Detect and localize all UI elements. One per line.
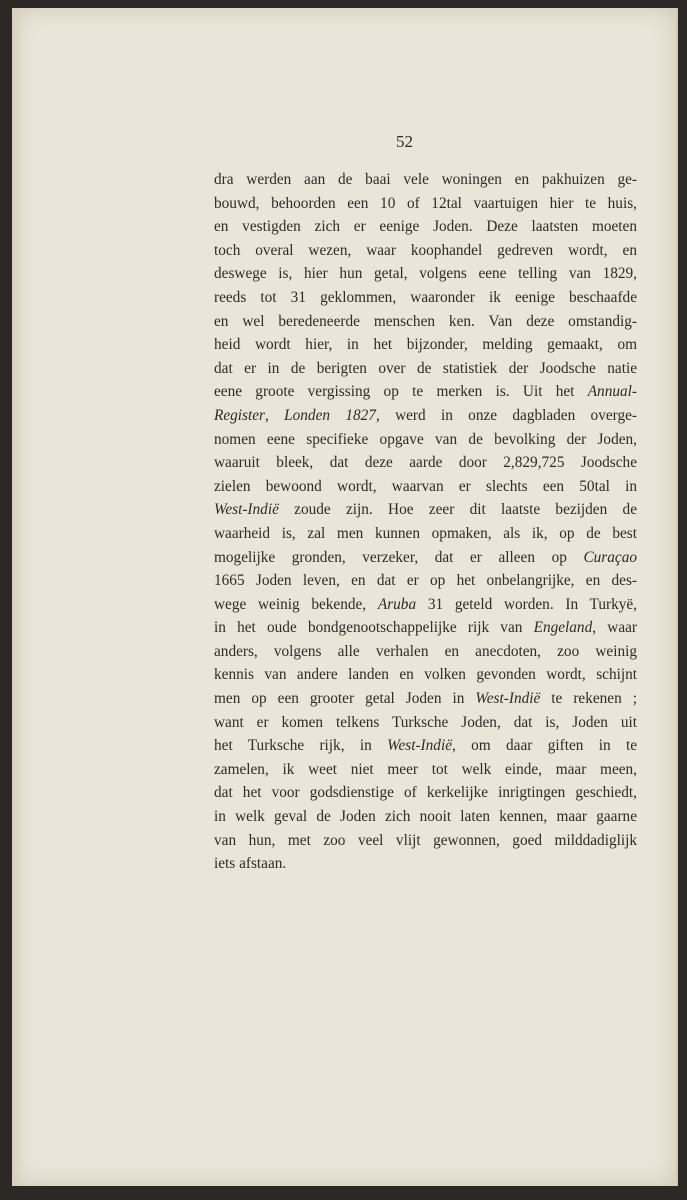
text-segment: heid wordt hier, in het bijzonder, melding gemaakt, om <box>214 336 637 354</box>
text-line <box>214 333 637 357</box>
text-segment: waaruit bleek, dat deze aarde door 2,829,725 Joodsche <box>214 454 637 472</box>
italic-text-segment: West-Indië <box>475 690 541 708</box>
text-line <box>214 687 637 711</box>
text-line <box>214 781 637 805</box>
text-segment: reeds tot 31 geklommen, waaronder ik eenige beschaafde <box>214 288 637 306</box>
text-segment: zamelen, ik weet niet meer tot welk einde, maar meen, <box>214 760 637 778</box>
text-line <box>214 616 637 640</box>
paper-page <box>12 8 678 1186</box>
body-text <box>214 168 637 876</box>
text-line <box>214 404 637 428</box>
text-line <box>214 546 637 570</box>
text-segment: , <box>264 406 285 424</box>
text-line <box>214 569 637 593</box>
text-line <box>214 428 637 452</box>
text-segment: 31 geteld worden. In Turkyë, <box>416 595 638 613</box>
page-edge <box>12 8 22 1186</box>
text-segment: in het oude bondgenootschappelijke rijk van <box>214 619 534 637</box>
text-segment: , werd in onze dagbladen overge- <box>375 406 637 424</box>
italic-text-segment: Engeland <box>533 619 593 637</box>
text-segment: kennis van andere landen en volken gevonden wordt, schijnt <box>214 666 637 684</box>
text-segment: mogelijke gronden, verzeker, dat er alleen op <box>214 548 584 566</box>
italic-text-segment: Aruba <box>377 595 417 613</box>
text-segment: van hun, met zoo veel vlijt gewonnen, goed milddadiglijk <box>214 831 637 849</box>
text-segment: bouwd, behoorden een 10 of 12tal vaartuigen hier te huis, <box>214 194 637 212</box>
text-line <box>214 711 637 735</box>
text-segment: te rekenen ; <box>540 690 638 708</box>
text-segment: en wel beredeneerde menschen ken. Van deze omstandig- <box>214 312 637 330</box>
text-line <box>214 380 637 404</box>
text-line <box>214 192 637 216</box>
text-segment: het Turksche rijk, in <box>214 737 388 755</box>
text-segment: in welk geval de Joden zich nooit laten kennen, maar gaarne <box>214 808 637 826</box>
text-line <box>214 475 637 499</box>
text-line <box>214 852 637 876</box>
text-segment: nomen eene specifieke opgave van de bevolking der Joden, <box>214 430 637 448</box>
text-line <box>214 829 637 853</box>
text-segment: men op een grooter getal Joden in <box>214 690 476 708</box>
text-line <box>214 310 637 334</box>
italic-text-segment: West-Indië <box>214 501 279 519</box>
text-segment: en vestigden zich er eenige Joden. Deze laatsten moeten <box>214 218 637 236</box>
text-line <box>214 239 637 263</box>
text-segment: dat er in de berigten over de statistiek der Joodsche natie <box>214 359 637 377</box>
italic-text-segment: Annual- <box>587 383 637 401</box>
text-segment: , om daar giften in te <box>451 737 637 755</box>
text-segment: iets afstaan. <box>214 855 287 873</box>
text-segment: wege weinig bekende, <box>214 595 378 613</box>
text-line <box>214 215 637 239</box>
text-segment: dra werden aan de baai vele woningen en pakhuizen ge- <box>214 171 637 188</box>
text-segment: anders, volgens alle verhalen en anecdoten, zoo weinig <box>214 642 637 660</box>
text-line <box>214 522 637 546</box>
text-segment: zoude zijn. Hoe zeer dit laatste bezijden de <box>278 501 637 519</box>
text-segment: 1665 Joden leven, en dat er op het onbelangrijke, en des- <box>214 572 637 590</box>
text-line <box>214 663 637 687</box>
text-line <box>214 758 637 782</box>
text-segment: dat het voor godsdienstige of kerkelijke inrigtingen geschiedt, <box>214 784 637 802</box>
text-line <box>214 593 637 617</box>
text-segment: toch overal wezen, waar koophandel gedreven wordt, en <box>214 241 637 259</box>
italic-text-segment: Register <box>214 406 265 424</box>
text-line <box>214 168 637 192</box>
text-segment: zielen bewoond wordt, waarvan er slechts een 50tal in <box>214 477 637 495</box>
text-line <box>214 498 637 522</box>
italic-text-segment: Londen 1827 <box>284 406 376 424</box>
text-line <box>214 357 637 381</box>
text-segment: , waar <box>592 619 637 637</box>
text-line <box>214 805 637 829</box>
text-segment: deswege is, hier hun getal, volgens eene telling van 1829, <box>214 265 637 283</box>
text-line <box>214 286 637 310</box>
text-segment: eene groote vergissing op te merken is. Uit het <box>214 383 588 401</box>
text-line <box>214 451 637 475</box>
page-number: 52 <box>396 132 413 151</box>
text-segment: want er komen telkens Turksche Joden, dat is, Joden uit <box>214 713 637 731</box>
italic-text-segment: West-Indië <box>387 737 452 755</box>
text-segment: waarheid is, zal men kunnen opmaken, als ik, op de best <box>214 524 637 542</box>
text-line <box>214 640 637 664</box>
text-line <box>214 262 637 286</box>
italic-text-segment: Curaçao <box>583 548 637 566</box>
text-line <box>214 734 637 758</box>
